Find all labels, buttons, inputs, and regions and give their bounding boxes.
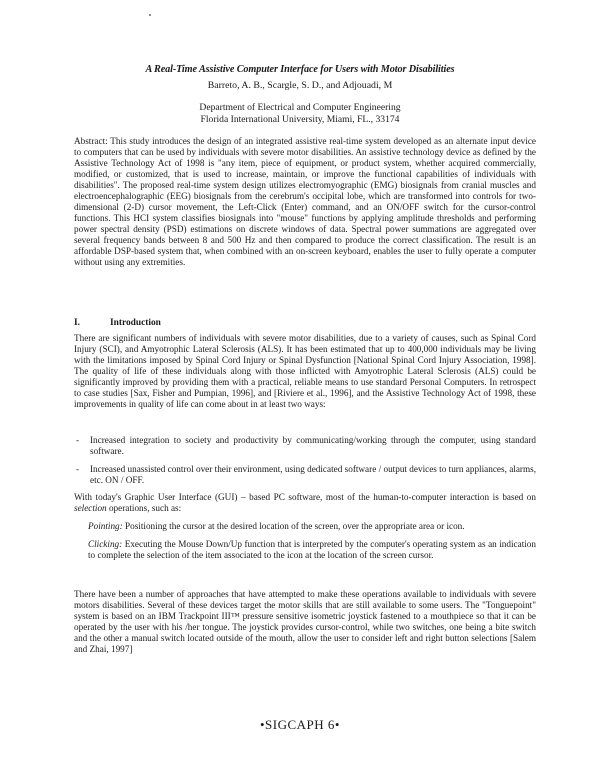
intro-paragraph: There are significant numbers of individuals with severe motor disabilities, due to a variety of causes, such as Spinal Cord Injury (SCI), and Amyotrophic Lateral Sclerosis (ALS). It has been estimated that up to 400,000 individuals may be living with the limitations imposed by Spinal Cord Injury or Spinal Dysfunction [National Spinal Cord Injury Association, 1998]. The quality of life of these individuals along with those inflicted with Amyotrophic Lateral Sclerosis (ALS) could be significantly improved by providing them with a practical, reliable means to use standard Personal Computers. In retrospect to case studies [Sax, Fisher and Pumpian, 1996], and [Riviere et al., 1996], and the Assistive Technology Act of 1998, these improvements in quality of life can come about in at least two ways:: [74, 333, 536, 409]
final-paragraph: There have been a number of approaches that have attempted to make these operations available to individuals with severe motors disabilities. Several of these devices target the motor skills that are still available to some users. The "Tonguepoint" system is based on an IBM Trackpoint III™ pressure sensitive isometric joystick fastened to a mouthpiece so that it can be operated by the user with his /her tongue. The joystick provides cursor-control, while two switches, one being a bite switch and the other a manual switch located outside of the mouth, allow the user to consider left and right button selections [Salem and Zhai, 1997]: [74, 589, 536, 654]
definition-clicking: [88, 539, 536, 561]
bullet-item: [74, 464, 536, 486]
gui-emphasis: selection: [74, 503, 107, 513]
section-heading: [74, 318, 161, 328]
scan-speck: [149, 14, 151, 16]
bullet-text: Increased integration to society and productivity by communicating/working through the computer, using standard software.: [90, 435, 536, 456]
bullet-marker: -: [76, 464, 80, 474]
university: Florida International University, Miami, FL., 33174: [200, 114, 400, 125]
bullet-text: Increased unassisted control over their environment, using dedicated software / output devices to turn appliances, alarms, etc. ON / OFF.: [90, 464, 536, 485]
abstract: [74, 136, 536, 268]
abstract-text: This study introduces the design of an integrated assistive real-time system developed as an alternate input device to computers that can be used by individuals with severe motor disabilities. An assistive technology device as defined by the Assistive Technology Act of 1998 is "any item, piece of equipment, or product system, whether acquired commercially, modified, or customized, that is used to increase, maintain, or improve the functional capabilities of individuals with disabilities". The proposed real-time system design utilizes electromyographic (EMG) biosignals from cranial muscles and electroencephalographic (EEG) biosignals from the cerebrum's occipital lobe, which are transformed into controls for two-dimensional (2-D) cursor movement, the Left-Click (Enter) command, and an ON/OFF switch for the cursor-control functions. This HCI system classifies biosignals into "mouse" functions by applying amplitude thresholds and performing power spectral density (PSD) estimations on discrete windows of data. Spectral power summations are aggregated over several frequency bands between 8 and 500 Hz and then compared to produce the correct classification. The result is an affordable DSP-based system that, when combined with an on-screen keyboard, enables the user to fully operate a computer without using any extremities.: [74, 136, 536, 267]
definition-text: Positioning the cursor at the desired location of the screen, over the appropriate area or icon.: [122, 521, 465, 531]
page-footer: •SIGCAPH 6•: [260, 717, 340, 732]
section-number: I.: [74, 318, 80, 328]
gui-text: With today's Graphic User Interface (GUI) – based PC software, most of the human-to-computer interaction is based on: [74, 492, 536, 502]
gui-text-end: operations, such as:: [106, 503, 182, 513]
definition-term: Pointing:: [88, 521, 123, 531]
section-title: Introduction: [110, 318, 161, 328]
definition-text: Executing the Mouse Down/Up function that is interpreted by the computer's operating system as an indication to complete the selection of the item associated to the icon at the location of the screen cursor.: [88, 539, 536, 560]
definition-pointing: [88, 521, 536, 532]
abstract-label: Abstract:: [74, 136, 108, 146]
bullet-item: [74, 435, 536, 457]
affiliation: [0, 102, 600, 126]
author-list: Barreto, A. B., Scargle, S. D., and Adjouadi, M: [207, 80, 393, 91]
gui-paragraph: [74, 492, 536, 514]
paper-title: A Real-Time Assistive Computer Interface for Users with Motor Disabilities: [145, 64, 455, 75]
bullet-marker: -: [76, 435, 80, 445]
department: Department of Electrical and Computer Engineering: [199, 102, 401, 113]
definition-term: Clicking:: [88, 539, 123, 549]
